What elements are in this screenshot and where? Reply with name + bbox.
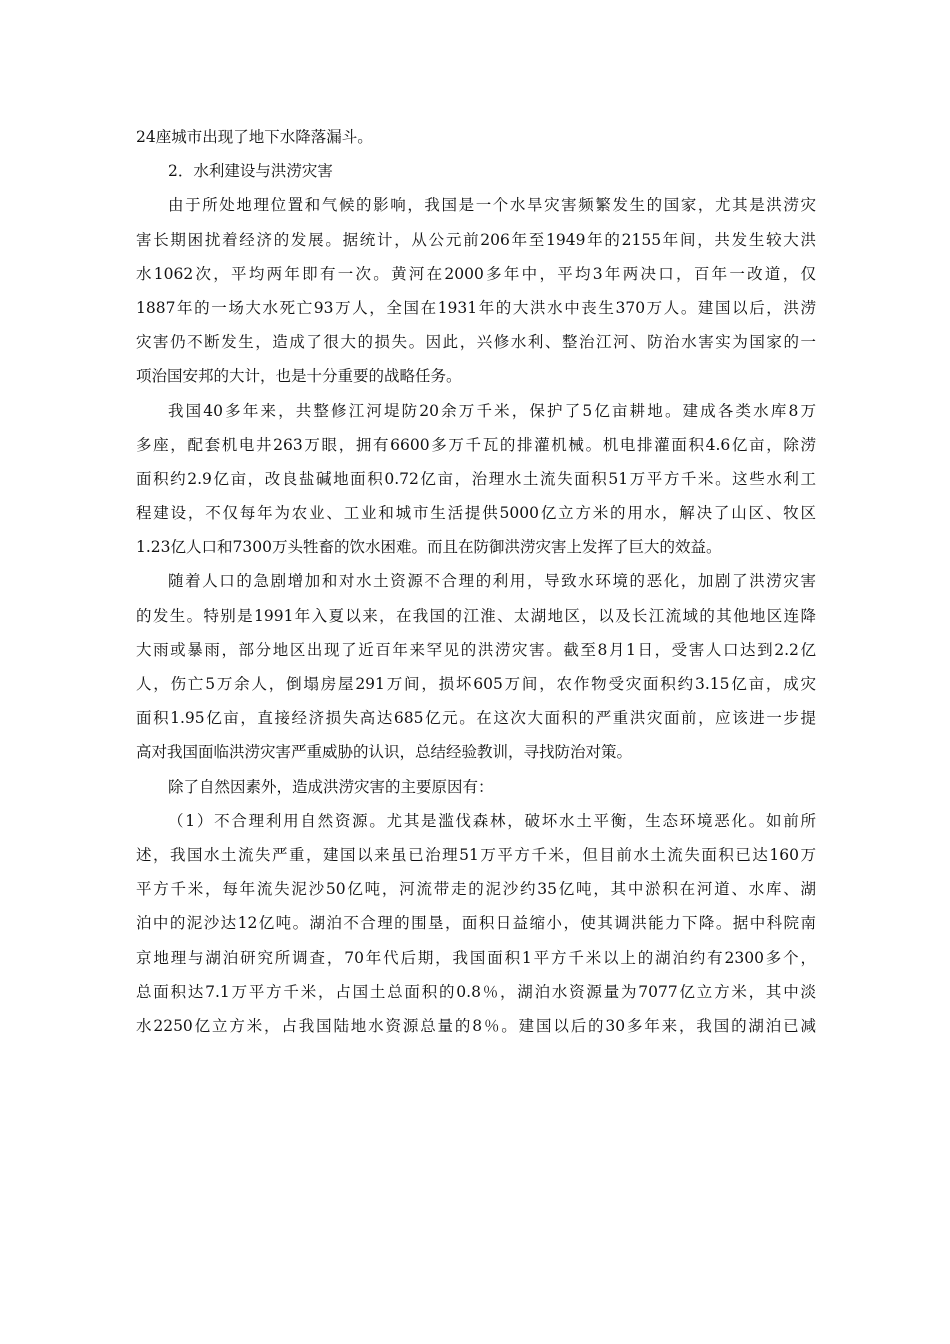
text-line: 泊中的泥沙达12亿吨。湖泊不合理的围垦，面积日益缩小，使其调洪能力下降。据中科院南 — [136, 914, 816, 933]
text-line: 京地理与湖泊研究所调查，70年代后期，我国面积1平方千米以上的湖泊约有2300多个， — [136, 948, 816, 967]
text-line: 我国40多年来，共整修江河堤防20余万千米，保护了5亿亩耕地。建成各类水库8万 — [168, 401, 816, 420]
text-line: 高对我国面临洪涝灾害严重威胁的认识，总结经验教训，寻找防治对策。 — [136, 743, 633, 762]
text-line: 述，我国水土流失严重，建国以来虽已治理51万平方千米，但目前水土流失面积已达160万 — [136, 845, 816, 864]
text-line: 项治国安邦的大计，也是十分重要的战略任务。 — [136, 367, 462, 386]
text-line: 随着人口的急剧增加和对水土资源不合理的利用，导致水环境的恶化，加剧了洪涝灾害 — [168, 572, 816, 591]
text-line: 程建设，不仅每年为农业、工业和城市生活提供5000亿立方米的用水，解决了山区、牧区 — [136, 504, 816, 523]
text-line: 24座城市出现了地下水降落漏斗。 — [136, 128, 373, 146]
text-line: 平方千米，每年流失泥沙50亿吨，河流带走的泥沙约35亿吨，其中淤积在河道、水库、湖 — [136, 880, 816, 899]
text-line: （1）不合理利用自然资源。尤其是滥伐森林，破坏水土平衡，生态环境恶化。如前所 — [168, 811, 816, 830]
text-line: 面积约2.9亿亩，改良盐碱地面积0.72亿亩，治理水土流失面积51万平方千米。这些水利工 — [136, 469, 816, 488]
text-line: 大雨或暴雨，部分地区出现了近百年来罕见的洪涝灾害。截至8月1日，受害人口达到2.2亿 — [136, 640, 816, 659]
document-body — [136, 120, 816, 1043]
text-line: 总面积达7.1万平方千米，占国土总面积的0.8％，湖泊水资源量为7077亿立方米，其中淡 — [136, 982, 816, 1001]
text-line: 灾害仍不断发生，造成了很大的损失。因此，兴修水利、整治江河、防治水害实为国家的一 — [136, 333, 816, 352]
text-line: 害长期困扰着经济的发展。据统计，从公元前206年至1949年的2155年间，共发生较大洪 — [136, 230, 816, 249]
text-line: 多座，配套机电井263万眼，拥有6600多万千瓦的排灌机械。机电排灌面积4.6亿亩，除涝 — [136, 435, 816, 454]
text-line: 人，伤亡5万余人，倒塌房屋291万间，损坏605万间，农作物受灾面积约3.15亿亩，成灾 — [136, 675, 816, 693]
section-heading: 2．水利建设与洪涝灾害 — [168, 162, 333, 181]
text-line: 水2250亿立方米，占我国陆地水资源总量的8％。建国以后的30多年来，我国的湖泊已减 — [136, 1016, 816, 1035]
text-line: 由于所处地理位置和气候的影响，我国是一个水旱灾害频繁发生的国家，尤其是洪涝灾 — [168, 196, 816, 215]
text-line: 的发生。特别是1991年入夏以来，在我国的江淮、太湖地区，以及长江流域的其他地区连降 — [136, 606, 816, 625]
text-line: 除了自然因素外，造成洪涝灾害的主要原因有： — [168, 777, 494, 796]
text-line: 面积1.95亿亩，直接经济损失高达685亿元。在这次大面积的严重洪灾面前，应该进一步提 — [136, 709, 816, 728]
text-line: 水1062次，平均两年即有一次。黄河在2000多年中，平均3年两决口，百年一改道，仅 — [136, 264, 816, 283]
text-line: 1887年的一场大水死亡93万人，全国在1931年的大洪水中丧生370万人。建国以后，洪涝 — [136, 298, 816, 317]
text-line: 1.23亿人口和7300万头牲畜的饮水困难。而且在防御洪涝灾害上发挥了巨大的效益。 — [136, 538, 722, 557]
